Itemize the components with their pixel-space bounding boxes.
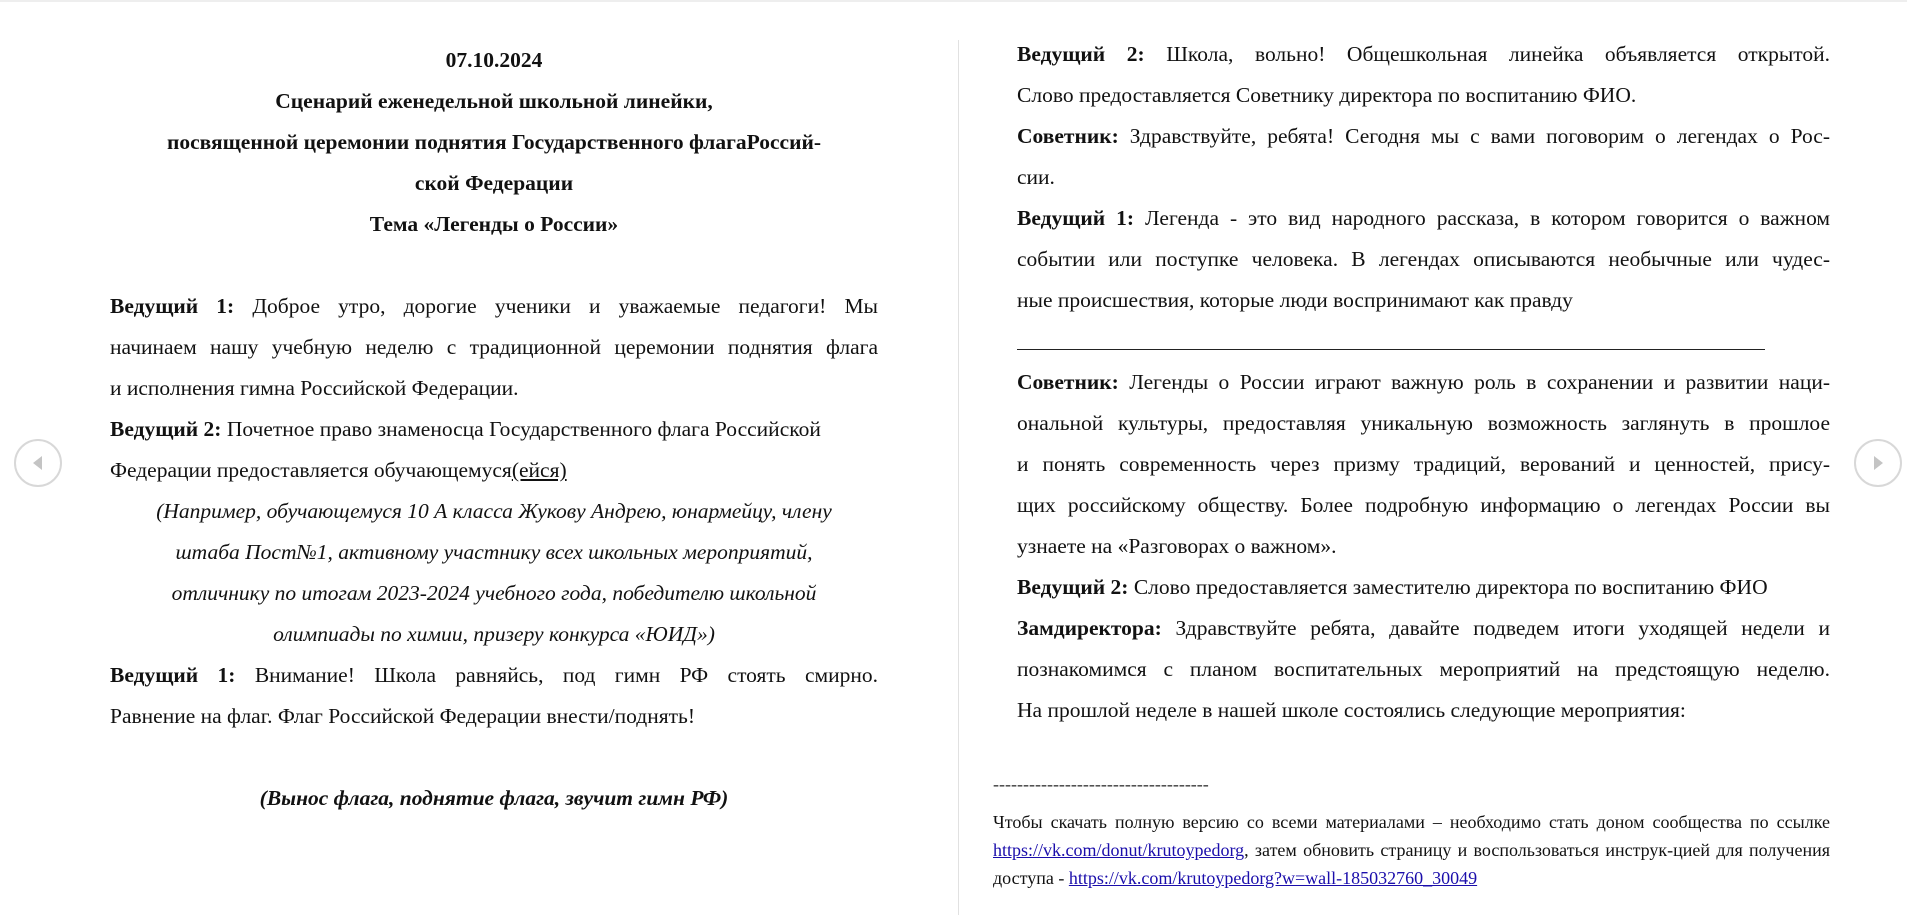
speaker-label: Ведущий 2: xyxy=(1017,575,1129,599)
speaker-label: Замдиректора: xyxy=(1017,616,1162,640)
note-line: отличнику по итогам 2023-2024 учебного года, победителю школьной xyxy=(171,581,817,605)
right-paragraph-2 xyxy=(1017,116,1830,198)
left-paragraph-3 xyxy=(110,655,878,737)
paragraph-text: Доброе утро, дорогие ученики и уважаемые педагоги! Мы xyxy=(252,294,879,318)
chevron-right-icon xyxy=(1868,453,1888,473)
document-theme: Тема «Легенды о России» xyxy=(369,212,619,236)
right-paragraph-4 xyxy=(1017,362,1830,567)
paragraph-text: ональной культуры, предоставляя уникальную возможность заглянуть в прошлое xyxy=(1017,411,1830,435)
speaker-label: Ведущий 1: xyxy=(1017,206,1135,230)
spacer xyxy=(110,245,878,286)
left-paragraph-1 xyxy=(110,286,878,409)
paragraph-text: познакомимся с планом воспитательных мероприятий на предстоящую неделю. xyxy=(1017,657,1830,681)
wall-post-link[interactable]: https://vk.com/krutoypedorg?w=wall-185032760_30049 xyxy=(1068,868,1478,888)
speaker-label: Советник: xyxy=(1017,370,1119,394)
paragraph-text: Легенды о России играют важную роль в сохранении и развитии наци- xyxy=(1129,370,1830,394)
footer-text: Чтобы скачать полную версию со всеми материалами – необходимо стать доном сообщества по ссылке xyxy=(993,812,1830,832)
speaker-label: Советник: xyxy=(1017,124,1119,148)
stage-direction: (Вынос флага, поднятие флага, звучит гимн РФ) xyxy=(259,786,729,810)
document-header xyxy=(110,40,878,245)
speaker-label: Ведущий 1: xyxy=(110,663,236,687)
left-paragraph-2 xyxy=(110,409,878,491)
paragraph-text: узнаете на «Разговорах о важном». xyxy=(1017,534,1337,558)
page-divider xyxy=(958,40,959,915)
right-paragraph-6 xyxy=(1017,608,1830,731)
paragraph-text: ные происшествия, которые люди воспринимают как правду xyxy=(1017,288,1573,312)
document-title-line-1: Сценарий еженедельной школьной линейки, xyxy=(275,89,713,113)
paragraph-text: Внимание! Школа равняйсь, под гимн РФ стоять смирно. xyxy=(254,663,879,687)
paragraph-text: На прошлой неделе в нашей школе состоялись следующие мероприятия: xyxy=(1017,698,1686,722)
donut-link[interactable]: https://vk.com/donut/krutoypedorg xyxy=(993,840,1245,860)
right-paragraph-3 xyxy=(1017,198,1830,321)
paragraph-text: Равнение на флаг. Флаг Российской Федерации внести/поднять! xyxy=(110,704,695,728)
example-note xyxy=(110,491,878,655)
top-border xyxy=(0,0,1907,2)
document-title-line-2: посвященной церемонии поднятия Государственного флагаРоссий- xyxy=(166,130,822,154)
next-page-button[interactable] xyxy=(1854,439,1902,487)
paragraph-text: Школа, вольно! Общешкольная линейка объявляется открытой. xyxy=(1166,42,1831,66)
paragraph-text: Здравствуйте, ребята! Сегодня мы с вами поговорим о легендах о Рос- xyxy=(1129,124,1830,148)
underlined-suffix: (ейся) xyxy=(511,458,567,482)
paragraph-text: Легенда - это вид народного рассказа, в котором говорится о важном xyxy=(1144,206,1831,230)
right-page xyxy=(1017,34,1830,731)
paragraph-text: Федерации предоставляется обучающемуся xyxy=(110,458,512,482)
document-date: 07.10.2024 xyxy=(445,48,543,72)
paragraph-text: сии. xyxy=(1017,165,1055,189)
download-footer xyxy=(993,770,1830,892)
paragraph-text: событии или поступке человека. В легендах описываются необычные или чудес- xyxy=(1017,247,1830,271)
right-paragraph-5 xyxy=(1017,567,1830,608)
previous-page-button[interactable] xyxy=(14,439,62,487)
spacer xyxy=(110,737,878,778)
paragraph-text: Почетное право знаменосца Государственного флага Российской xyxy=(226,417,821,441)
footer-text: , затем обновить страницу и воспользоваться инструк-цией для получения доступа - xyxy=(993,840,1830,888)
paragraph-text: Слово предоставляется Советнику директора по воспитанию ФИО. xyxy=(1017,83,1637,107)
blank-fill-line xyxy=(1017,321,1830,362)
paragraph-text: щих российскому обществу. Более подробную информацию о легендах России вы xyxy=(1017,493,1830,517)
paragraph-text: Здравствуйте ребята, давайте подведем итоги уходящей недели и xyxy=(1175,616,1831,640)
note-line: штаба Пост№1, активному участнику всех школьных мероприятий, xyxy=(175,540,813,564)
speaker-label: Ведущий 2: xyxy=(110,417,222,441)
chevron-left-icon xyxy=(28,453,48,473)
paragraph-text: и исполнения гимна Российской Федерации. xyxy=(110,376,519,400)
left-page xyxy=(110,40,878,819)
paragraph-text: и понять современность через призму традиций, верований и ценностей, прису- xyxy=(1017,452,1830,476)
footer-note xyxy=(993,808,1830,892)
note-line: (Например, обучающемуся 10 А класса Жукову Андрею, юнармейцу, члену xyxy=(156,499,832,523)
speaker-label: Ведущий 1: xyxy=(110,294,235,318)
paragraph-text: Слово предоставляется заместителю директора по воспитанию ФИО xyxy=(1133,575,1768,599)
note-line: олимпиады по химии, призеру конкурса «ЮИД») xyxy=(273,622,715,646)
speaker-label: Ведущий 2: xyxy=(1017,42,1145,66)
document-title-line-3: ской Федерации xyxy=(414,171,574,195)
right-paragraph-1 xyxy=(1017,34,1830,116)
paragraph-text: начинаем нашу учебную неделю с традиционной церемонии поднятия флага xyxy=(110,335,878,359)
footer-separator: ------------------------------------ xyxy=(993,774,1209,794)
